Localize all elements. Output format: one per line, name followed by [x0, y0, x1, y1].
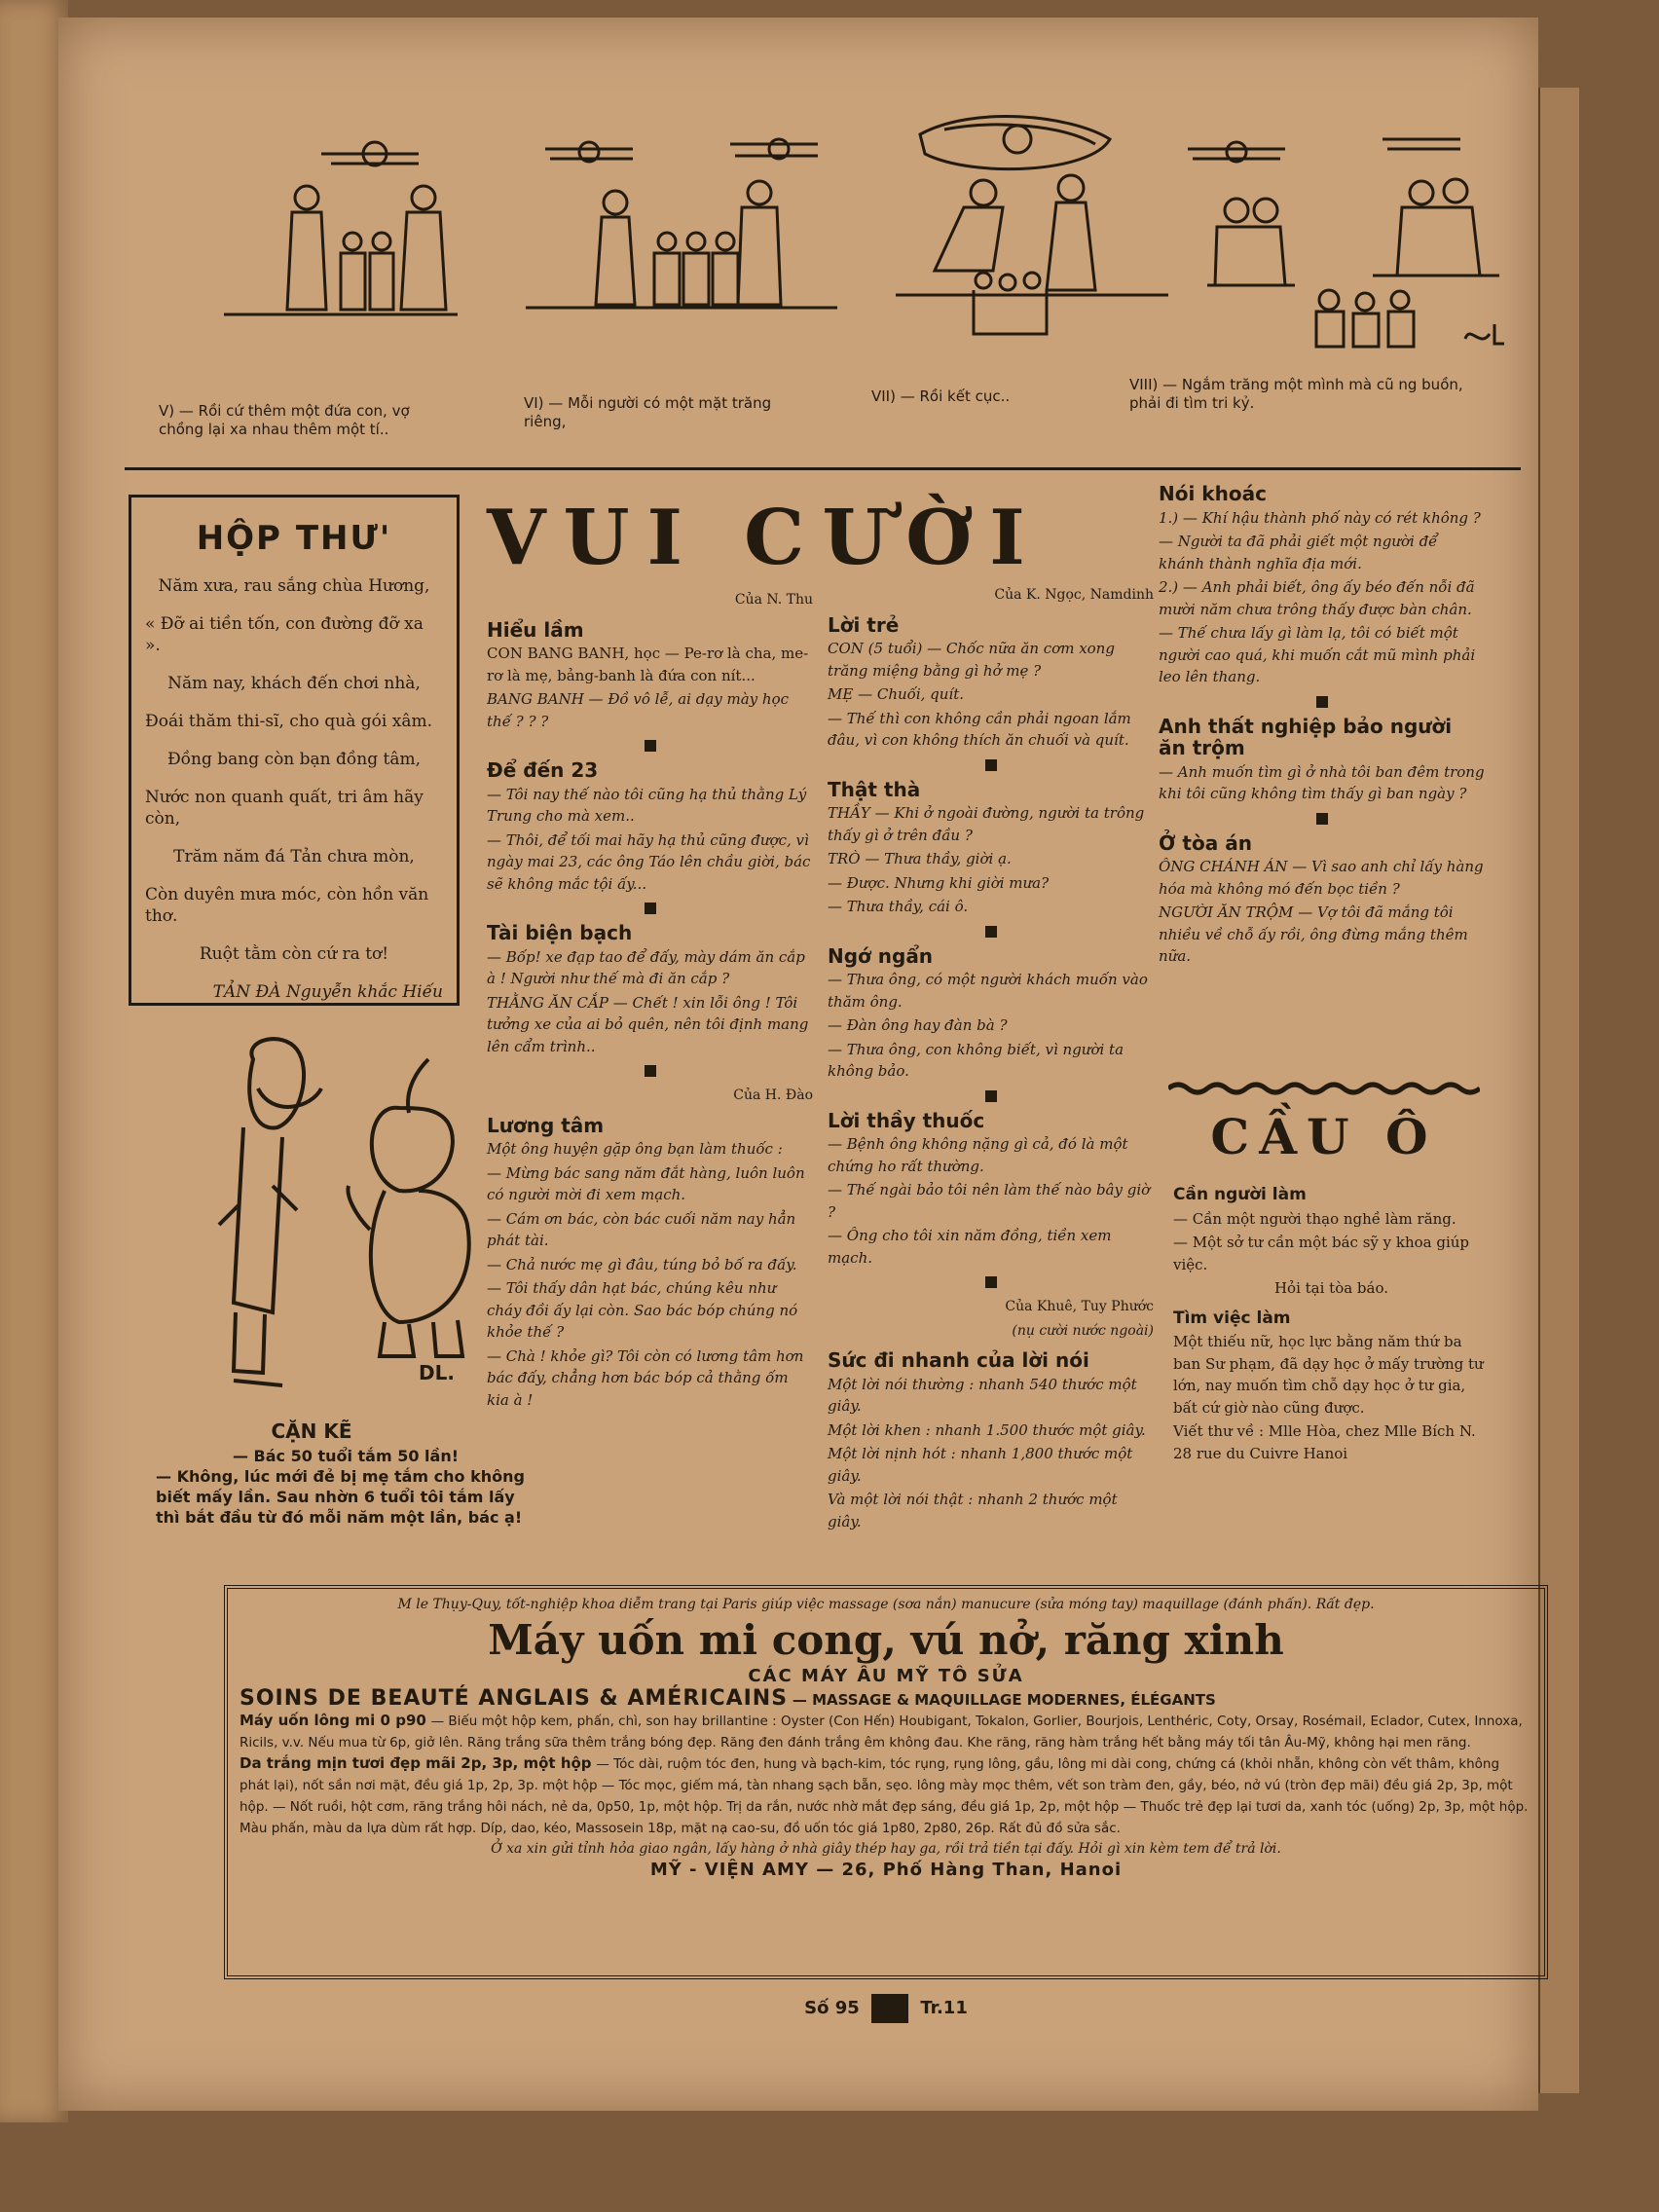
vui-cuoi-column-1 [487, 587, 813, 1413]
joke-line: — Chà ! khỏe gì? Tôi còn có lương tâm hơn bác đấy, chẳng hơn bác bóp cả thằng ốm kia à ! [487, 1346, 804, 1409]
separator-square [985, 759, 997, 771]
comic-strip-illustration [136, 95, 1519, 387]
notice-line: — Cần một người thạo nghề làm răng. [1173, 1209, 1456, 1228]
hop-thu-box [129, 495, 460, 1006]
joke-line: — Được. Nhưng khi giời mưa? [828, 873, 1050, 892]
joke-line: — Bệnh ông không nặng gì cả, đó là một chứng ho rất thường. [828, 1135, 1128, 1175]
joke-line: TRÒ — Thưa thầy, giời ạ. [828, 850, 1012, 867]
joke-line: Một ông huyện gặp ông bạn làm thuốc : [487, 1140, 783, 1158]
joke-line: — Chả nước mẹ gì đâu, túng bỏ bố ra đấy. [487, 1255, 797, 1273]
joke-line: — Thế thì con không cần phải ngoan lắm đâu, vì con không thích ăn chuối và quít. [828, 709, 1131, 749]
notice-line: — Một sở tư cần một bác sỹ y khoa giúp việc. [1173, 1234, 1470, 1273]
joke-line: CON BANG BANH, học — Pe-rơ là cha, me-rơ là mẹ, bảng-banh là đứa con nít... [487, 645, 809, 684]
joke-heading: Anh thất nghiệp bảo người ăn trộm [1159, 714, 1453, 759]
joke-line: MẸ — Chuối, quít. [828, 685, 965, 703]
cau-o-title: CẦU Ô [1210, 1108, 1438, 1165]
joke-line: — Cám ơn bác, còn bác cuối năm nay hẳn phát tài. [487, 1209, 796, 1249]
joke-line: ÔNG CHÁNH ÁN — Vì sao anh chỉ lấy hàng hóa mà không mó đến bọc tiền ? [1159, 858, 1484, 898]
joke-line: 1.) — Khí hậu thành phố này có rét không ? [1159, 508, 1481, 527]
joke-heading: Thật thà [828, 777, 921, 801]
joke-line: Một lời khen : nhanh 1.500 thước một giây. [828, 1420, 1146, 1439]
joke-heading: Để đến 23 [487, 758, 599, 782]
wavy-divider [1168, 1081, 1480, 1096]
joke-line: 2.) — Anh phải biết, ông ấy béo đến nỗi đã mười năm chưa trông thấy được bàn chân. [1159, 578, 1475, 618]
joke-heading: Hiểu lầm [487, 617, 584, 642]
vui-cuoi-title: VUI CƯỜI [487, 494, 1043, 582]
joke-line: THẦY — Khi ở ngoài đường, người ta trông thấy gì ở trên đầu ? [828, 804, 1145, 844]
ad-subhead: CÁC MÁY ÂU MỸ TÔ SỬA [748, 1666, 1024, 1686]
joke-line: — Anh muốn tìm gì ở nhà tôi ban đêm trong khi tôi cũng không tìm thấy gì ban ngày ? [1159, 762, 1485, 802]
hop-thu-line: Đồng bang còn bạn đồng tâm, [166, 750, 422, 769]
joke-line: — Tôi thấy dân hạt bác, chúng kêu như cháy đồi ấy lại còn. Sao bác bóp chúng nó khỏe thế ? [487, 1279, 798, 1341]
separator-square [985, 1090, 997, 1102]
joke-line: — Thưa ông, có một người khách muốn vào thăm ông. [828, 971, 1148, 1011]
joke-line: — Thế ngài bảo tôi nên làm thế nào bây giờ ? [828, 1181, 1151, 1221]
separator-square [645, 903, 656, 914]
separator-square [985, 1276, 997, 1288]
newspaper-logo-icon [871, 1994, 908, 2023]
notice-heading: Tìm việc làm [1173, 1308, 1291, 1328]
notice-heading: Cần người làm [1173, 1185, 1307, 1204]
joke-line: — Người ta đã phải giết một người để khánh thành nghĩa địa mới. [1159, 533, 1438, 572]
page-number: Tr.11 [920, 1998, 968, 2018]
hop-thu-line: Ruột tằm còn cứ ra tơ! [199, 944, 389, 964]
separator-square [985, 926, 997, 938]
notice-line: Một thiếu nữ, học lực bằng năm thứ ba ban Sư phạm, đã dạy học ở mấy trường tư lớn, nay muốn tìm chỗ dạy học ở tư gia, bất cứ giờ nào cũng được. [1173, 1333, 1484, 1417]
hop-thu-title: HỘP THƯ' [196, 519, 392, 558]
can-ke-line: — Không, lúc mới đẻ bị mẹ tắm cho không biết mấy lần. Sau nhờn 6 tuổi tôi tắm lấy thì bắt đầu từ đó mỗi năm một lần, bác ạ! [156, 1467, 525, 1527]
separator-square [645, 740, 656, 752]
comic-caption-8: VIII) — Ngắm trăng một mình mà cũ ng buồn, phải đi tìm tri kỷ. [1129, 376, 1463, 412]
vui-cuoi-column-3 [1159, 475, 1485, 970]
joke-line: THẰNG ĂN CẮP — Chết ! xin lỗi ông ! Tôi tưởng xe của ai bỏ quên, nên tôi định mang lên cẩm trình.. [487, 993, 809, 1055]
folio [740, 1994, 1032, 2023]
joke-heading: Sức đi nhanh của lời nói [828, 1348, 1089, 1372]
ad-headline: Máy uốn mi cong, vú nở, răng xinh [488, 1616, 1284, 1664]
can-ke-signature: DL. [419, 1361, 455, 1384]
hop-thu-author: TẢN ĐÀ Nguyễn khắc Hiếu [212, 982, 443, 1002]
ad-intro: M le Thụy-Quy, tốt-nghiệp khoa diễm trang tại Paris giúp việc massage (sơa nắn) manucure (sửa móng tay) maquillage (đánh phấn). Rất đẹp. [397, 1597, 1375, 1612]
joke-line: Và một lời nói thật : nhanh 2 thước một giây. [828, 1491, 1118, 1530]
joke-heading: Lương tâm [487, 1113, 605, 1137]
joke-line: — Ông cho tôi xin năm đồng, tiền xem mạch. [828, 1227, 1112, 1267]
joke-heading: Ngớ ngẩn [828, 943, 934, 968]
hop-thu-line: Trăm năm đá Tản chưa mòn, [173, 847, 415, 866]
byline: Của H. Đào [733, 1088, 813, 1103]
separator-square [1316, 813, 1328, 825]
joke-heading: Lời thầy thuốc [828, 1108, 985, 1132]
joke-line: — Thế chưa lấy gì làm lạ, tôi có biết một người cao quá, khi muốn cắt mũ mình phải leo lên thang. [1159, 624, 1476, 685]
can-ke-line: — Bác 50 tuổi tắm 50 lần! [232, 1447, 460, 1465]
ad-soins: SOINS DE BEAUTÉ ANGLAIS & AMÉRICAINS [240, 1686, 789, 1711]
joke-heading: Ở tòa án [1159, 830, 1252, 855]
ad-footer: MỸ - VIỆN AMY — 26, Phố Hàng Than, Hanoi [649, 1860, 1123, 1880]
joke-heading: Tài biện bạch [487, 921, 633, 944]
joke-line: BANG BANH — Đồ vô lễ, ai dạy mày học thế ? ? ? [487, 690, 790, 730]
strip-divider [125, 467, 1521, 470]
hop-thu-line: Nước non quanh quất, tri âm hãy còn, [145, 788, 424, 829]
issue-number: Số 95 [804, 1998, 860, 2018]
joke-line: CON (5 tuổi) — Chốc nữa ăn cơm xong trăng miệng bằng gì hở mẹ ? [828, 640, 1115, 680]
notice-line: Viết thư về : Mlle Hòa, chez Mlle Bích N. 28 rue du Cuivre Hanoi [1173, 1422, 1476, 1462]
comic-caption-7: VII) — Rồi kết cục.. [871, 387, 1011, 405]
joke-heading: Lời trẻ [828, 612, 900, 637]
byline-note: (nụ cười nước ngoài) [1012, 1322, 1154, 1339]
joke-line: — Thôi, để tối mai hãy hạ thủ cũng được, vì ngày mai 23, các ông Táo lên chầu giời, bác sẽ không mắc tội ấy... [487, 830, 811, 893]
joke-heading: Nói khoác [1159, 482, 1267, 505]
can-ke-title: CẶN KẼ [271, 1419, 352, 1443]
ad-paragraph-lead: Máy uốn lông mi 0 p90 [240, 1712, 426, 1729]
comic-caption-5: V) — Rồi cứ thêm một đứa con, vợ chồng lại xa nhau thêm một tí.. [159, 402, 410, 438]
ad-soins-tail: — MASSAGE & MAQUILLAGE MODERNES, ÉLÉGANTS [792, 1691, 1216, 1709]
ad-paragraph: — Tóc dài, ruộm tóc đen, hung và bạch-kim, tóc rụng, rụng lông, gầu, lông mi dài cong, chứng cá (khỏi nhẵn, không còn vết thâm, không phát lại), nốt sần nơi mặt, đều giá 1p, 2p, 3p. một hộp — Tóc mọc, giếm má, tàn nhang sạch bẵn, sẹo. lông mày mọc thêm, vết son tràm đen, gầy, béo, nở vú (tròn đẹp mãi) đều giá 2p, 3p, một hộp. — Nốt ruồi, hột cơm, răng trắng hôi nách, nẻ da, 0p50, 1p, một hộp. Trị da rắn, nước nhờ mắt đẹp sáng, đều giá 1p, 2p, một hộp — Thuốc trẻ đẹp lại tươi da, xanh tóc (uống) 2p, 3p, một hộp. Màu phấn, màu da lựa dùm rất hợp. Díp, dao, kéo, Massosein 18p, mặt nạ cao-su, đồ uốn tóc giá 1p80, 2p80, 26p. Rất đủ đồ sửa sắc. [240, 1756, 1529, 1836]
joke-line: — Bốp! xe đạp tao để đấy, mày dám ăn cắp à ! Người như thế mà đi ăn cắp ? [487, 947, 805, 987]
ad-paragraph: — Biếu một hộp kem, phấn, chì, son hay brillantine : Oyster (Con Hến) Houbigant, Tokalon, Gorlier, Bourjois, Lenthéric, Coty, Orsay, Rosémail, Eclador, Cutex, Innoxa, Ricils, v.v. Nếu mua từ 6p, giở lên. Răng trắng sữa thêm trắng bóng đẹp. Răng đen đánh trắng êm không đau. Khe răng, răng hàm trắng hết bằng máy tối tân Âu-Mỹ, không hại men răng. [240, 1714, 1523, 1751]
hop-thu-line: Năm nay, khách đến chơi nhà, [167, 674, 421, 693]
joke-line: — Đàn ông hay đàn bà ? [828, 1016, 1008, 1034]
beauty-salon-advertisement [224, 1585, 1548, 1979]
notice-line: Hỏi tại tòa báo. [1273, 1279, 1389, 1297]
joke-line: — Thưa thầy, cái ô. [828, 898, 969, 915]
hop-thu-line: Năm xưa, rau sắng chùa Hương, [158, 576, 430, 596]
joke-line: Một lời nói thường : nhanh 540 thước một giây. [828, 1375, 1137, 1415]
joke-line: — Thưa ông, con không biết, vì người ta không bảo. [828, 1040, 1124, 1080]
byline: Của Khuê, Tuy Phước [1005, 1299, 1154, 1314]
can-ke-cartoon [175, 1030, 506, 1400]
can-ke-text [156, 1446, 535, 1528]
hop-thu-line: Còn duyên mưa móc, còn hồn văn thơ. [145, 885, 429, 926]
vui-cuoi-column-2 [828, 582, 1154, 1534]
newspaper-page [58, 18, 1538, 2111]
separator-square [645, 1065, 656, 1077]
separator-square [1316, 696, 1328, 708]
cau-o-column [1173, 1176, 1490, 1466]
byline: Của K. Ngọc, Namdinh [994, 587, 1154, 603]
ad-paragraph-lead: Da trắng mịn tươi đẹp mãi 2p, 3p, một hộp [240, 1754, 592, 1772]
comic-caption-6: VI) — Mỗi người có một mặt trăng riêng, [524, 394, 772, 430]
ad-note: Ở xa xin gửi tỉnh hỏa giao ngân, lấy hàng ở nhà giây thép hay ga, rồi trả tiền tại đấy. Hỏi gì xin kèm tem để trả lời. [491, 1841, 1281, 1857]
joke-line: — Mừng bác sang năm đắt hàng, luôn luôn có người mời đi xem mạch. [487, 1163, 805, 1203]
byline: Của N. Thu [734, 592, 813, 608]
joke-line: Một lời nịnh hót : nhanh 1,800 thước một giây. [828, 1445, 1133, 1485]
joke-line: NGƯỜI ĂN TRỘM — Vợ tôi đã mắng tôi nhiều về chỗ ấy rồi, ông đừng mắng thêm nữa. [1159, 903, 1468, 965]
joke-line: — Tôi nay thế nào tôi cũng hạ thủ thằng Lý Trung cho mà xem.. [487, 785, 807, 825]
hop-thu-line: Đoái thăm thi-sĩ, cho quà gói xâm. [145, 712, 432, 731]
hop-thu-line: « Đỡ ai tiền tốn, con đường đỡ xa ». [145, 614, 424, 655]
